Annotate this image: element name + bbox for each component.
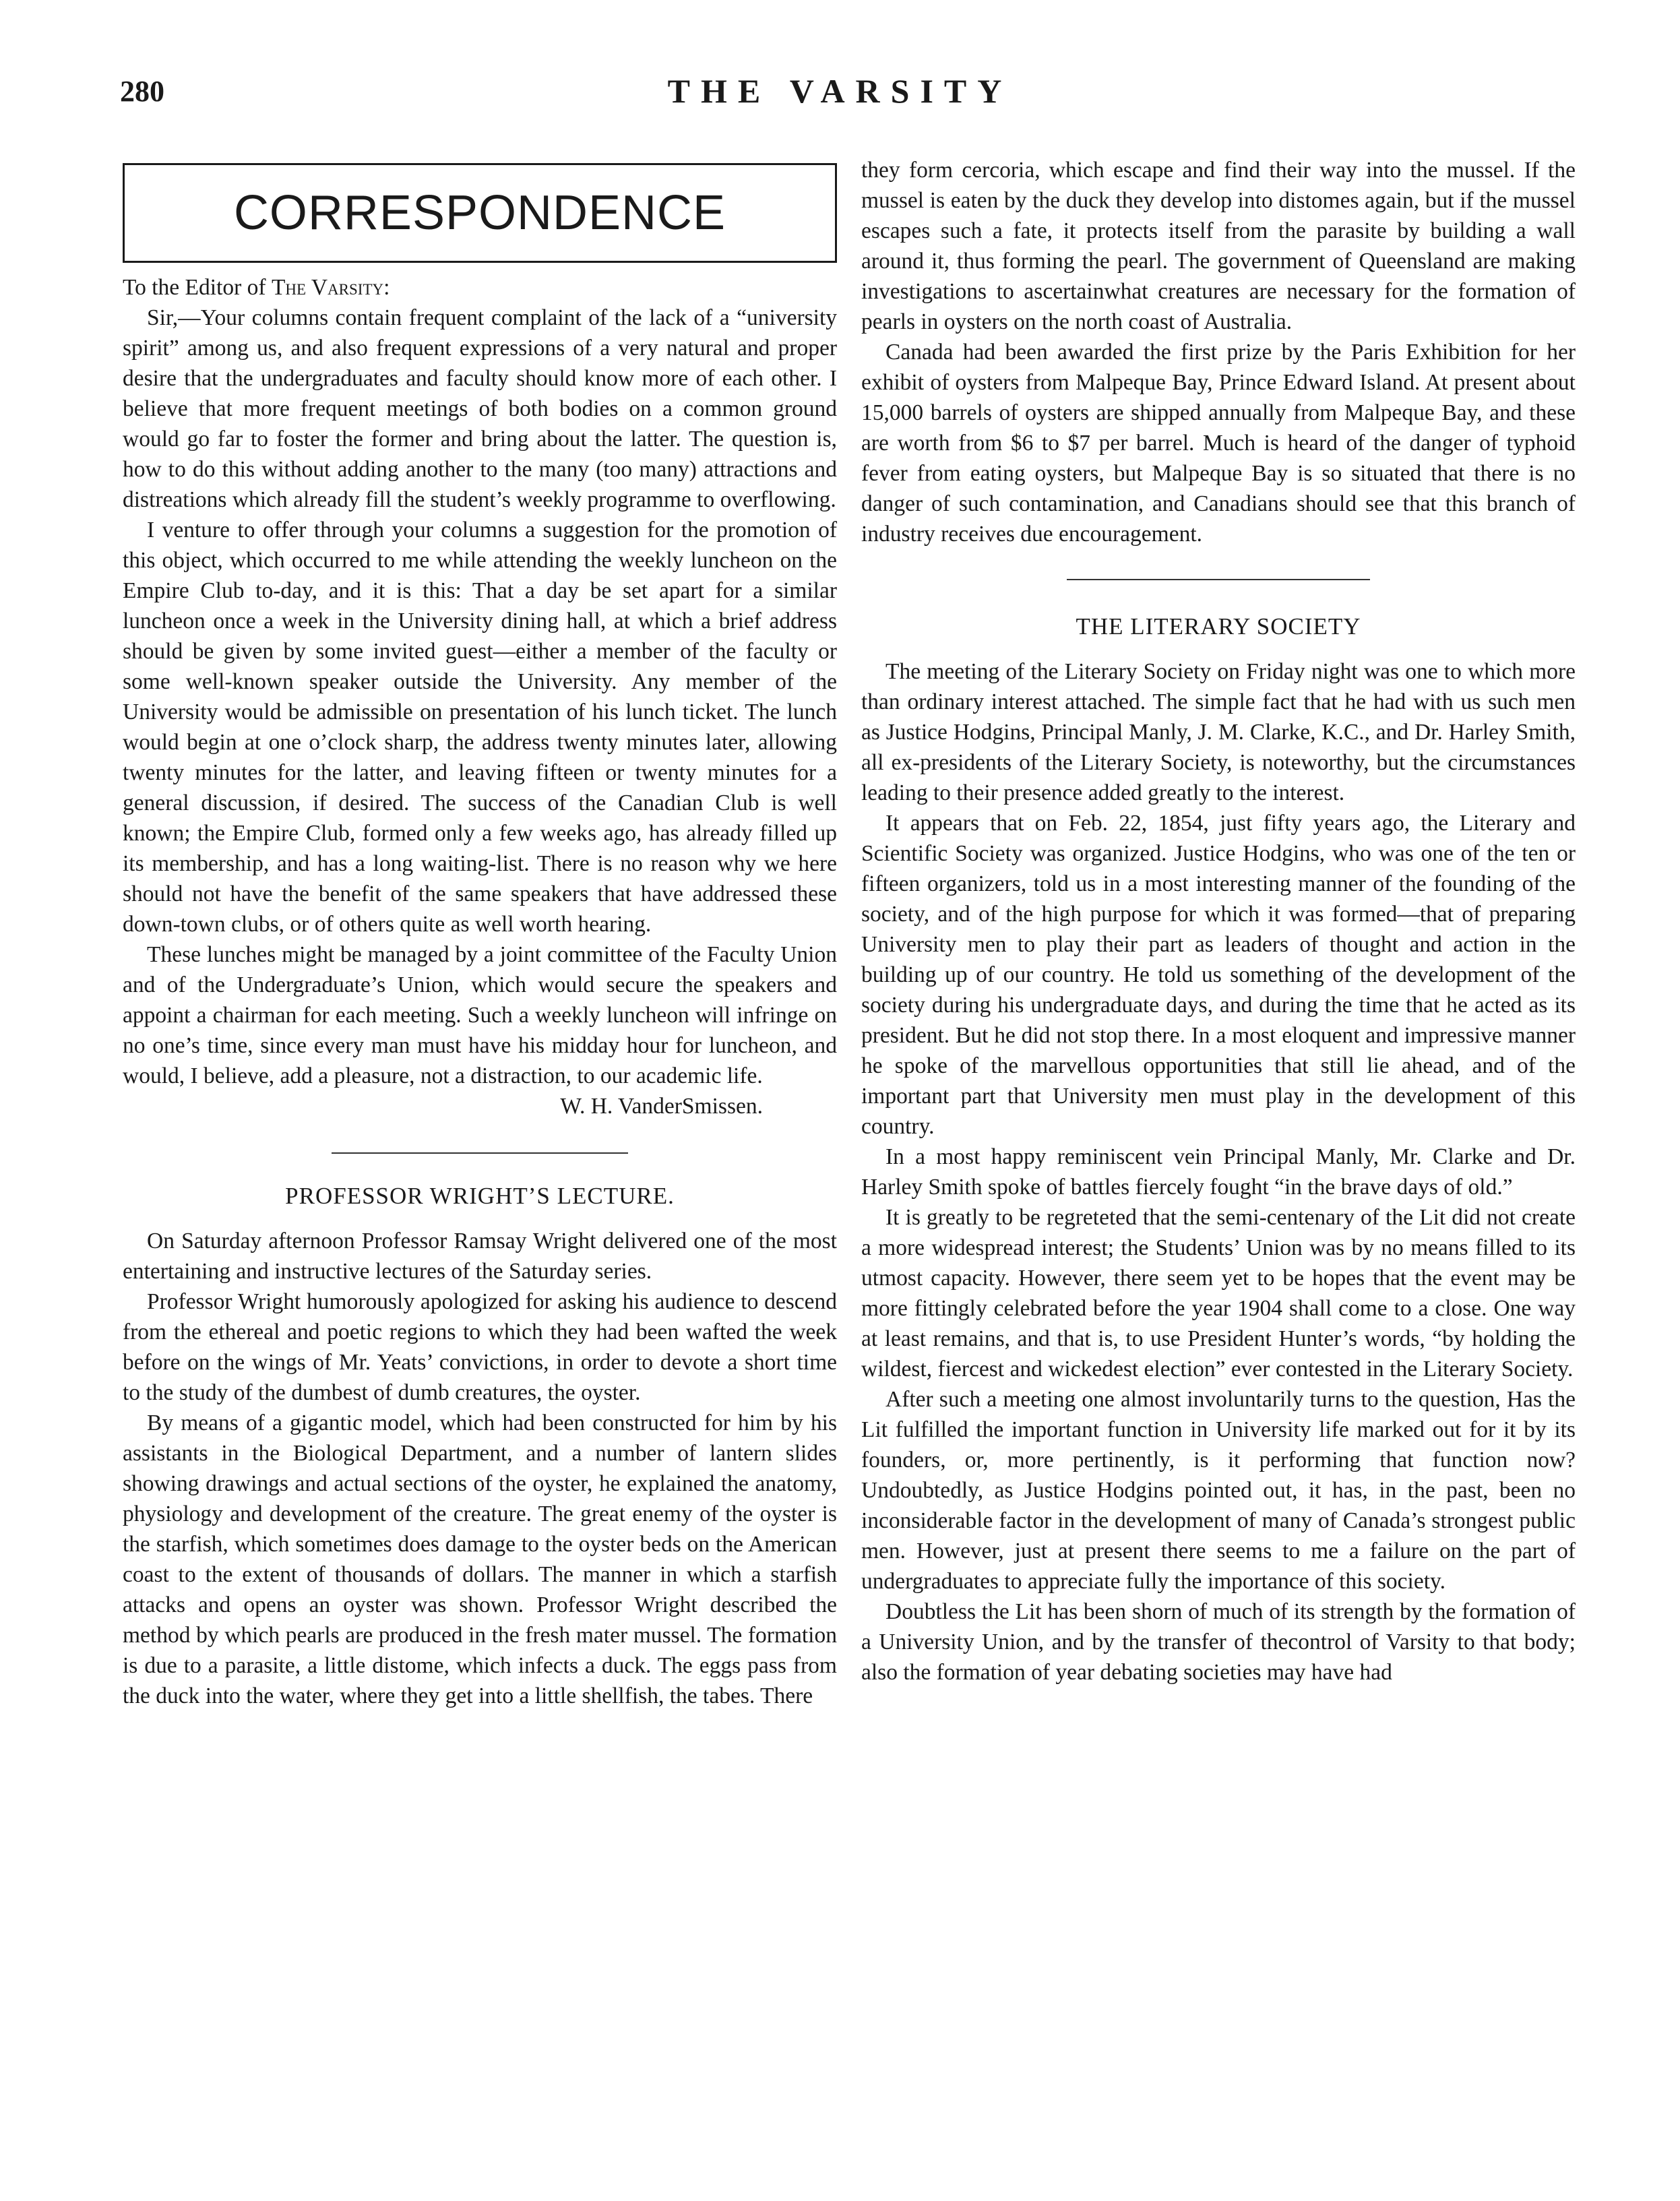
right-column bbox=[861, 155, 1576, 1687]
article-paragraph: After such a meeting one almost involuntarily turns to the question, Has the Lit fulfilled the important function in University life marked out for it by its founders, or, more pertinently, is it performing that function now? Undoubtedly, as Justice Hodgins pointed out, it has, in the past, been no inconsiderable factor in the development of many of Canada’s strongest public men. However, just at present there seems to me a failure on the part of undergraduates to appreciate fully the importance of this society. bbox=[861, 1387, 1576, 1594]
literary-society-heading: THE LITERARY SOCIETY bbox=[1076, 613, 1361, 640]
letter-paragraph: I venture to offer through your columns a suggestion for the promotion of this object, which occurred to me while attending the weekly luncheon on the Empire Club to-day, and it is this: That a day be set apart for a similar luncheon once a week in the University dining hall, at which a brief address should be given by some invited guest—either a member of the faculty or some well-known speaker outside the University. Any member of the University would be admissible on presentation of his lunch ticket. The lunch would begin at one o’clock sharp, the address twenty minutes later, allowing twenty minutes for the latter, and leaving fifteen or twenty minutes for a general discussion, if desired. The success of the Canadian Club is well known; the Empire Club, formed only a few weeks ago, has already filled up its membership, and has a long waiting-list. There is no reason why we here should not have the benefit of the same speakers that have addressed these down-town clubs, or of others quite as well worth hearing. bbox=[123, 518, 837, 937]
article-paragraph: By means of a gigantic model, which had been constructed for him by his assistants in the Biological Department, and a number of lantern slides showing drawings and actual sections of the oyster, he explained the anatomy, physiology and development of the creature. The great enemy of the oyster is the starfish, which sometimes does damage to the oyster beds on the American coast to the extent of thousands of dollars. The manner in which a starfish attacks and opens an oyster was shown. Professor Wright described the method by which pearls are produced in the fresh mater mussel. The formation is due to a parasite, a little distome, which infects a duck. The eggs pass from the duck into the water, where they get into a little shellfish, the tabes. There bbox=[123, 1410, 837, 1708]
section-divider bbox=[1067, 579, 1370, 580]
salutation-prefix: To the Editor of bbox=[123, 275, 272, 300]
article-paragraph: It is greatly to be regreteted that the semi-centenary of the Lit did not create a more widespread interest; the Students’ Union was by no means filled to its utmost capacity. However, there seem yet to be hopes that the event may be more fittingly celebrated before the year 1904 shall come to a close. One way at least remains, and that is, to use President Hunter’s words, “by holding the wildest, fiercest and wickedest election” ever contested in the Literary Society. bbox=[861, 1205, 1576, 1382]
salutation bbox=[123, 272, 837, 303]
letter-paragraph: These lunches might be managed by a joint committee of the Faculty Union and of the Undergraduate’s Union, which would secure the speakers and appoint a chairman for each meeting. Such a weekly luncheon will infringe on no one’s time, since every man must have his midday hour for luncheon, and would, I believe, add a pleasure, not a distraction, to our academic life. bbox=[123, 942, 837, 1088]
article-paragraph-continued: they form cercoria, which escape and find their way into the mussel. If the mussel is eaten by the duck they develop into distomes again, but if the mussel escapes such a fate, it protects itself from the parasite by building a wall around it, thus forming the pearl. The government of Queensland are making investigations to ascertainwhat creatures are necessary for the formation of pearls in oysters on the north coast of Australia. bbox=[861, 158, 1576, 334]
letter-paragraph: Sir,—Your columns contain frequent complaint of the lack of a “university spirit” among us, and also frequent expressions of a very natural and proper desire that the undergraduates and faculty should know more of each other. I believe that more frequent meetings of both bodies on a common ground would go far to foster the former and bring about the latter. The question is, how to do this without adding another to the many (too many) attractions and distreations which already fill the student’s weekly programme to overflowing. bbox=[123, 305, 837, 512]
letter-signature: W. H. VanderSmissen. bbox=[560, 1094, 763, 1119]
article-paragraph: The meeting of the Literary Society on Friday night was one to which more than ordinary interest attached. The simple fact that he had with us such men as Justice Hodgins, Principal Manly, J. M. Clarke, K.C., and Dr. Harley Smith, all ex-presidents of the Literary Society, is noteworthy, but the circumstances leading to their presence added greatly to the interest. bbox=[861, 659, 1576, 805]
article-paragraph: Professor Wright humorously apologized for asking his audience to descend from the ethereal and poetic regions to which they had been wafted the week before on the wings of Mr. Yeats’ convictions, in order to devote a short time to the study of the dumbest of dumb creatures, the oyster. bbox=[123, 1289, 837, 1405]
wright-lecture-heading: PROFESSOR WRIGHT’S LECTURE. bbox=[285, 1183, 675, 1209]
article-paragraph: Canada had been awarded the first prize by the Paris Exhibition for her exhibit of oysters from Malpeque Bay, Prince Edward Island. At present about 15,000 barrels of oysters are shipped annually from Malpeque Bay, and these are worth from $6 to $7 per barrel. Much is heard of the danger of typhoid fever from eating oysters, but Malpeque Bay is so situated that there is no danger of such contamination, and Canadians should see that this branch of industry receives due encouragement. bbox=[861, 340, 1576, 547]
article-paragraph: On Saturday afternoon Professor Ramsay Wright delivered one of the most entertaining and instructive lectures of the Saturday series. bbox=[123, 1229, 837, 1284]
article-paragraph: It appears that on Feb. 22, 1854, just fifty years ago, the Literary and Scientific Society was organized. Justice Hodgins, who was one of the ten or fifteen organizers, told us in a most interesting manner of the founding of the society, and of the high purpose for which it was formed—that of preparing University men to play their part as leaders of thought and action in the building up of our country. He told us something of the development of the society during his undergraduate days, and during the time that he acted as its president. But he did not stop there. In a most eloquent and impressive manner he spoke of the marvellous opportunities that still lie ahead, and of the important part that University men must play in the development of this country. bbox=[861, 811, 1576, 1139]
article-paragraph: Doubtless the Lit has been shorn of much of its strength by the formation of a University Union, and by the transfer of thecontrol of Varsity to that body; also the formation of year debating societies may have had bbox=[861, 1599, 1576, 1685]
correspondence-banner: CORRESPONDENCE bbox=[123, 163, 837, 263]
running-head: THE VARSITY bbox=[667, 72, 1013, 110]
left-column bbox=[123, 156, 837, 1711]
page-number: 280 bbox=[120, 75, 164, 108]
article-paragraph: In a most happy reminiscent vein Principal Manly, Mr. Clarke and Dr. Harley Smith spoke of battles fiercely fought “in the brave days of old.” bbox=[861, 1144, 1576, 1200]
salutation-name: The Varsity: bbox=[271, 275, 390, 300]
section-divider bbox=[332, 1152, 628, 1154]
